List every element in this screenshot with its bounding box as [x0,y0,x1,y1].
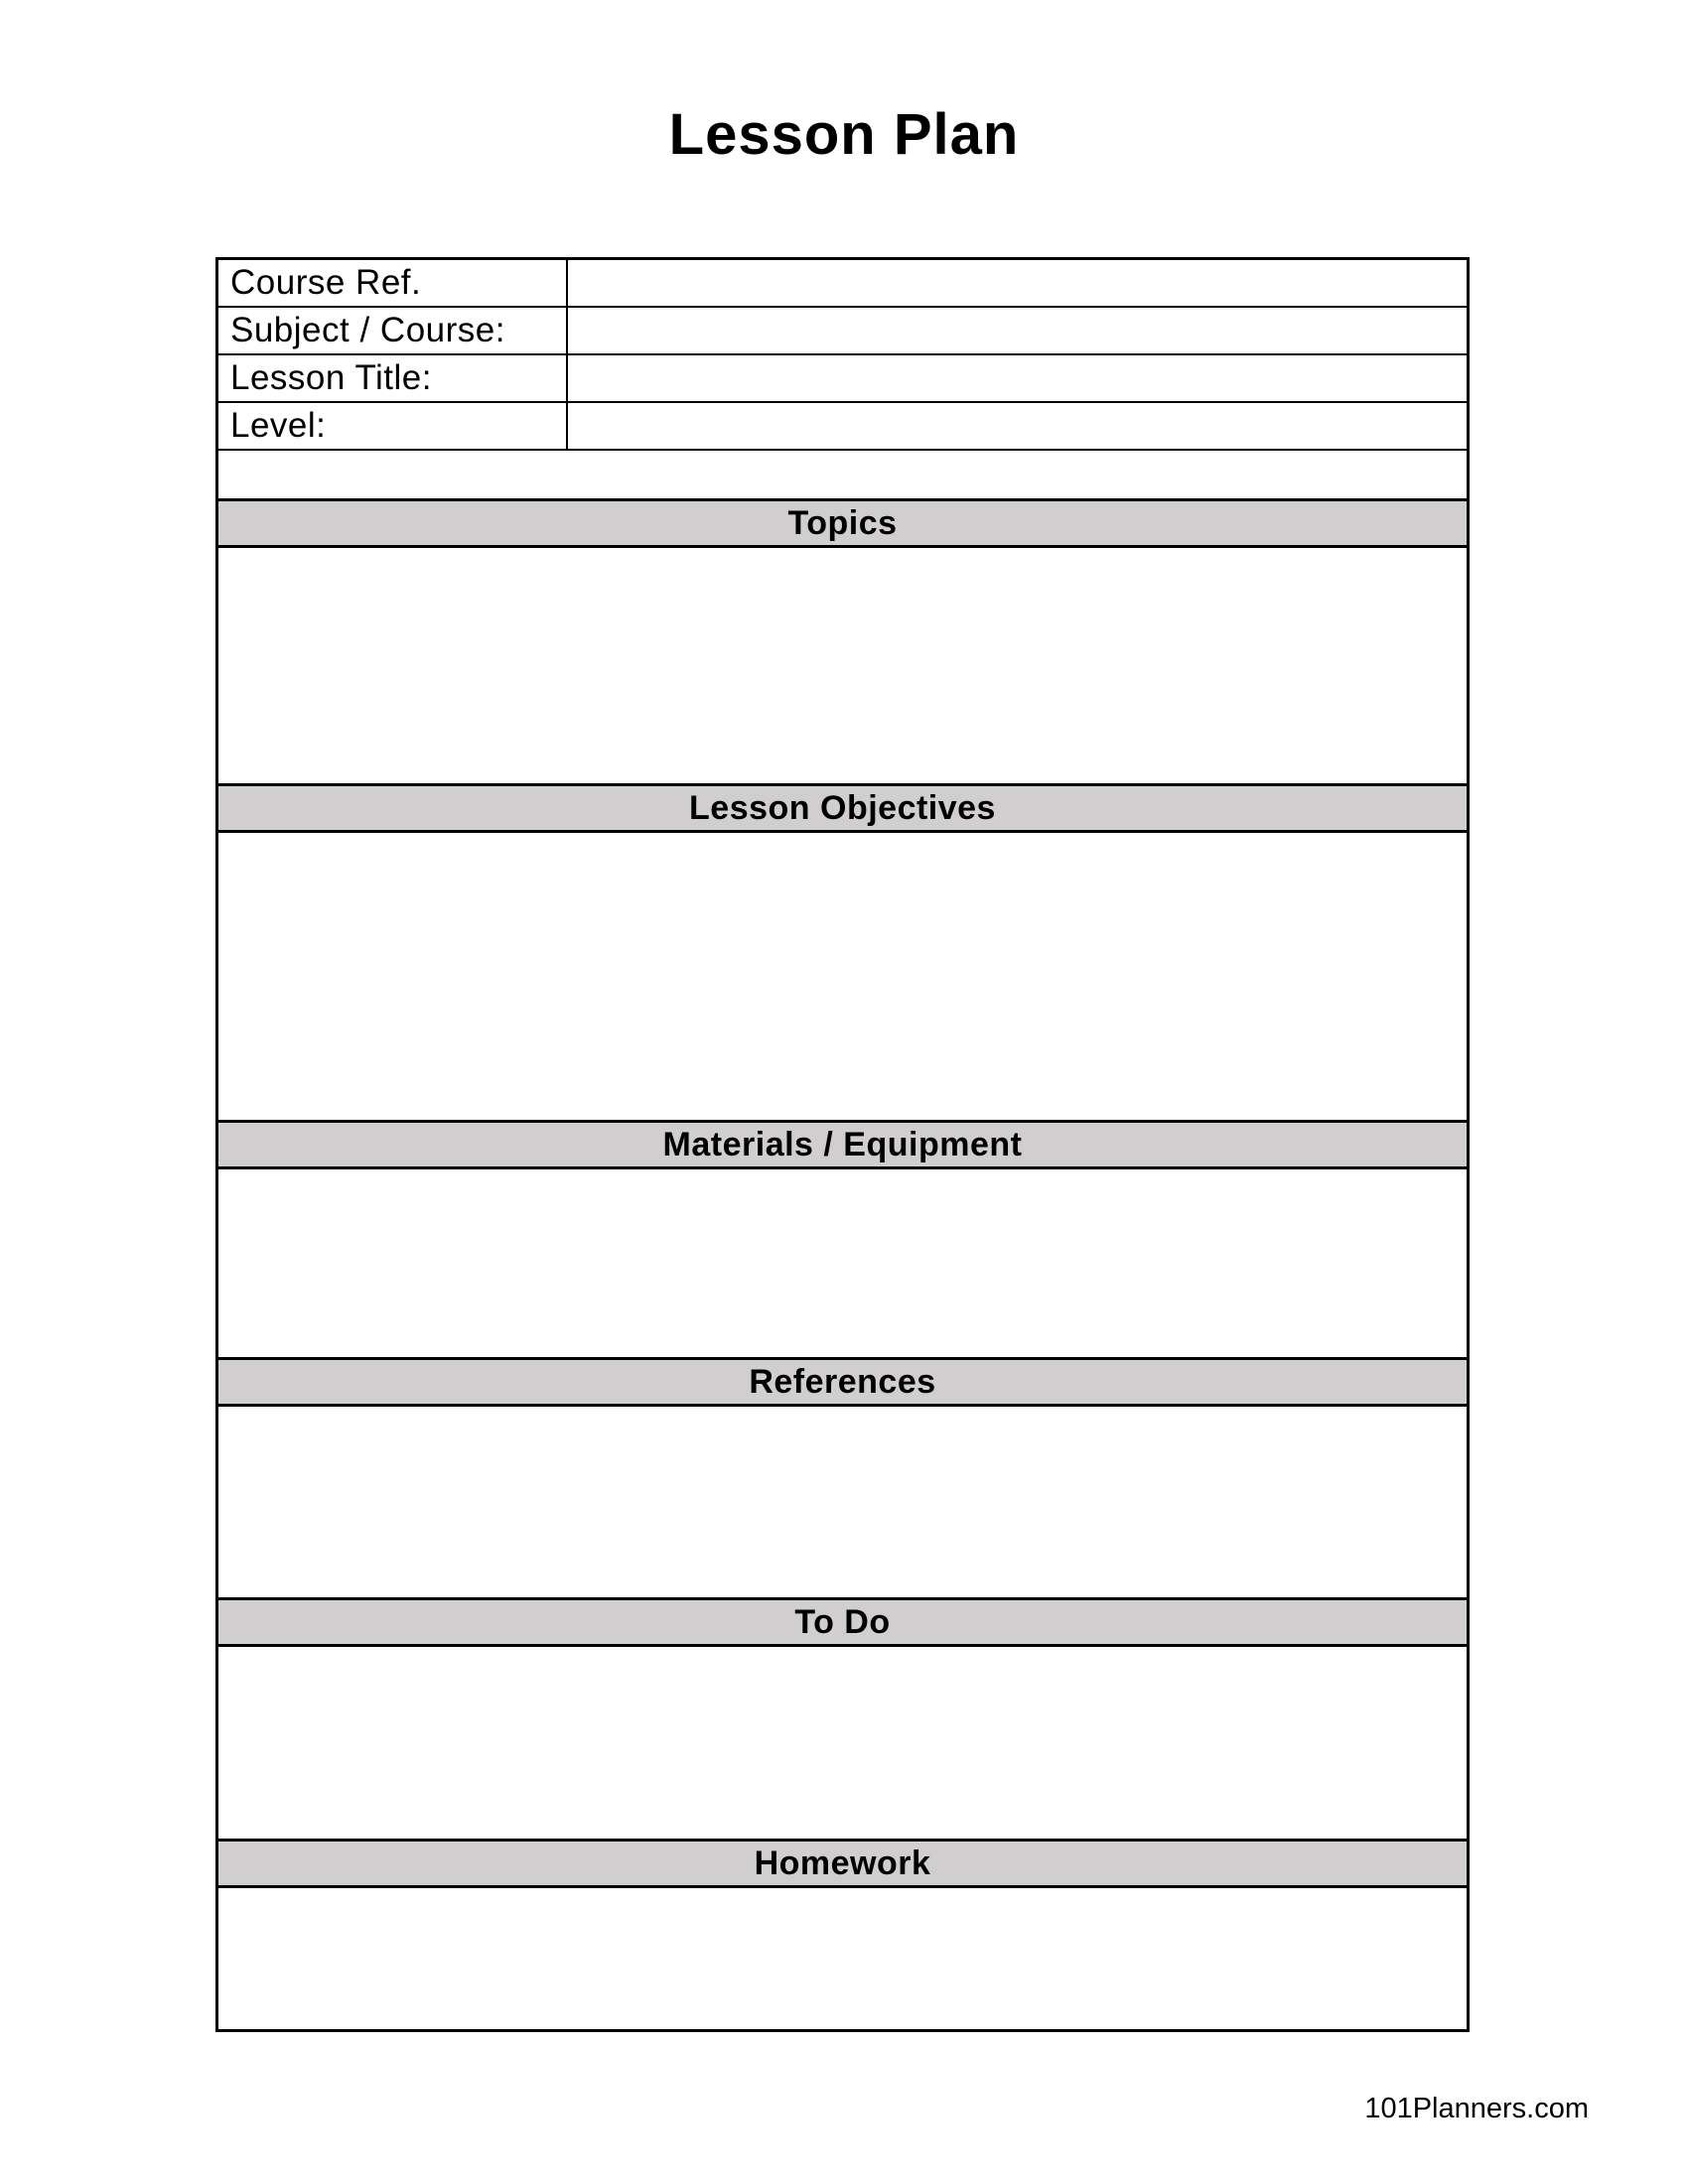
lesson-objectives-content-area[interactable] [218,833,1467,1120]
level-field[interactable] [568,403,1467,449]
level-label: Level: [218,403,568,449]
homework-content-area[interactable] [218,1888,1467,2029]
subject-course-field[interactable] [568,308,1467,353]
homework-section-header: Homework [218,1839,1467,1888]
materials-equipment-section-header: Materials / Equipment [218,1120,1467,1169]
lesson-title-field[interactable] [568,355,1467,401]
todo-content-area[interactable] [218,1647,1467,1839]
course-ref-label: Course Ref. [218,260,568,306]
references-section-header: References [218,1357,1467,1407]
lesson-plan-table [215,257,1470,2032]
site-credit: 101Planners.com [1364,2093,1589,2124]
table-row [218,260,1467,308]
page-title: Lesson Plan [668,102,1020,167]
topics-section-header: Topics [218,498,1467,548]
table-row [218,403,1467,451]
references-content-area[interactable] [218,1407,1467,1597]
lesson-objectives-section-header: Lesson Objectives [218,783,1467,833]
table-row [218,308,1467,355]
subject-course-label: Subject / Course: [218,308,568,353]
topics-content-area[interactable] [218,548,1467,783]
table-row [218,355,1467,403]
spacer-row [218,451,1467,498]
todo-section-header: To Do [218,1597,1467,1647]
materials-equipment-content-area[interactable] [218,1169,1467,1357]
lesson-title-label: Lesson Title: [218,355,568,401]
course-ref-field[interactable] [568,260,1467,306]
